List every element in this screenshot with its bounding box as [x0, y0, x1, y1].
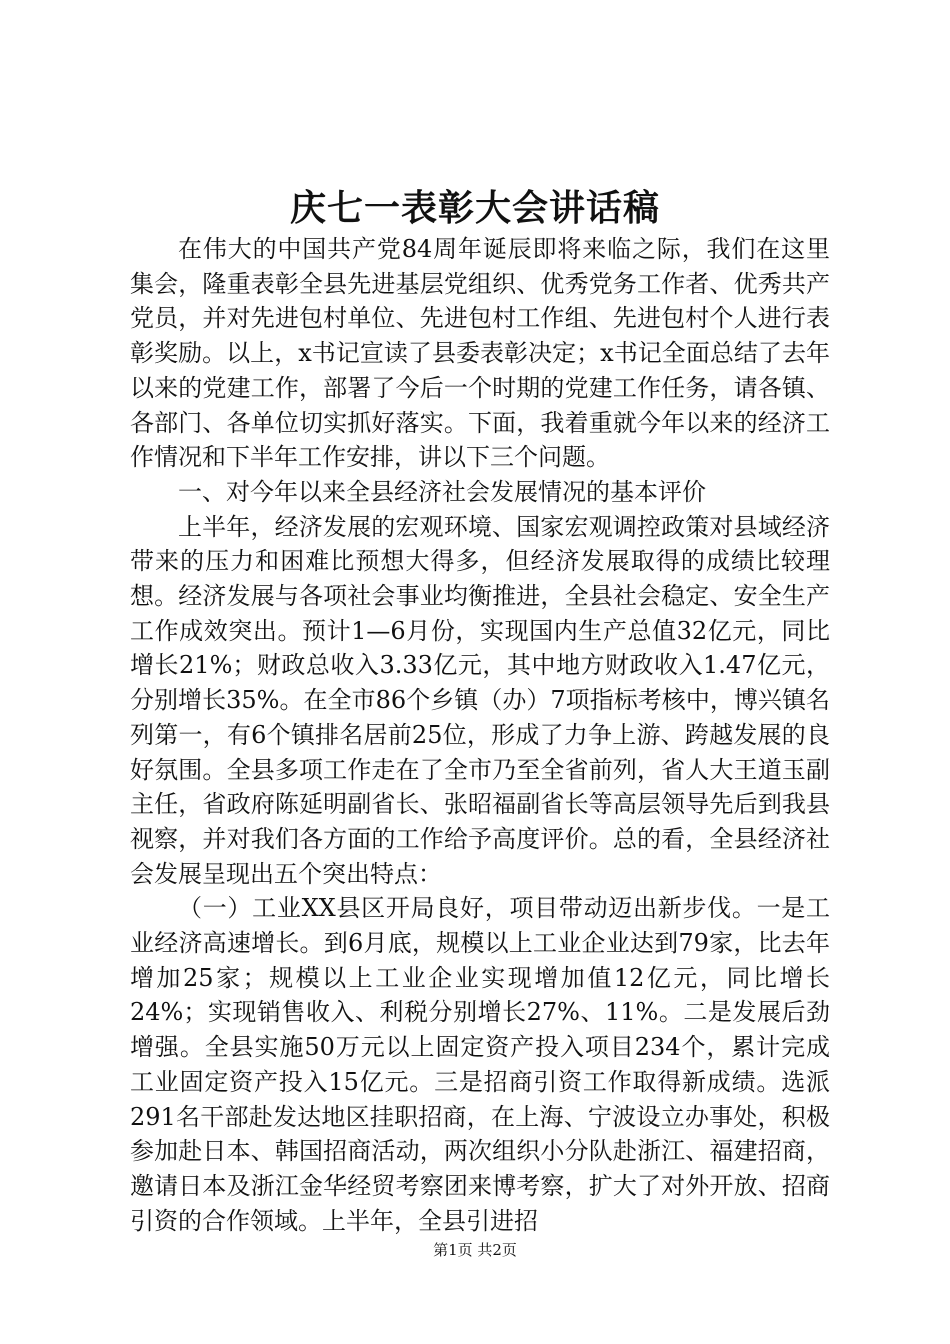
paragraph-evaluation: 上半年，经济发展的宏观环境、国家宏观调控政策对县域经济带来的压力和困难比预想大得多，但经济发展取得的成绩比较理想。经济发展与各项社会事业均衡推进，全县社会稳定、安全生产工作成效突出。预计1—6月份，实现国内生产总值32亿元，同比增长21%；财政总收入3.33亿元，其中地方财政收入1.47亿元，分别增长35%。在全市86个乡镇（办）7项指标考核中，博兴镇名列第一，有6个镇排名居前25位，形成了力争上游、跨越发展的良好氛围。全县多项工作走在了全市乃至全省前列，省人大王道玉副主任，省政府陈延明副省长、张昭福副省长等高层领导先后到我县视察，并对我们各方面的工作给予高度评价。总的看，全县经济社会发展呈现出五个突出特点：: [130, 512, 830, 888]
paragraph-industry: （一）工业XX县区开局良好，项目带动迈出新步伐。一是工业经济高速增长。到6月底，规模以上工业企业达到79家，比去年增加25家；规模以上工业企业实现增加值12亿元，同比增长24%；实现销售收入、利税分别增长27%、11%。二是发展后劲增强。全县实施50万元以上固定资产投入项目234个，累计完成工业固定资产投入15亿元。三是招商引资工作取得新成绩。选派291名干部赴发达地区挂职招商，在上海、宁波设立办事处，积极参加赴日本、韩国招商活动，两次组织小分队赴浙江、福建招商，邀请日本及浙江金华经贸考察团来博考察，扩大了对外开放、招商引资的合作领域。上半年，全县引进招: [130, 894, 830, 1235]
document-body: [130, 232, 830, 1238]
page-number: 第1页 共2页: [433, 1241, 517, 1259]
section-heading-1: 一、对今年以来全县经济社会发展情况的基本评价: [178, 477, 706, 506]
document-title: 庆七一表彰大会讲话稿: [289, 187, 660, 229]
paragraph-intro: 在伟大的中国共产党84周年诞辰即将来临之际，我们在这里集会，隆重表彰全县先进基层党组织、优秀党务工作者、优秀共产党员，并对先进包村单位、先进包村工作组、先进包村个人进行表彰奖励。以上，x书记宣读了县委表彰决定；x书记全面总结了去年以来的党建工作，部署了今后一个时期的党建工作任务，请各镇、各部门、各单位切实抓好落实。下面，我着重就今年以来的经济工作情况和下半年工作安排，讲以下三个问题。: [130, 235, 830, 472]
